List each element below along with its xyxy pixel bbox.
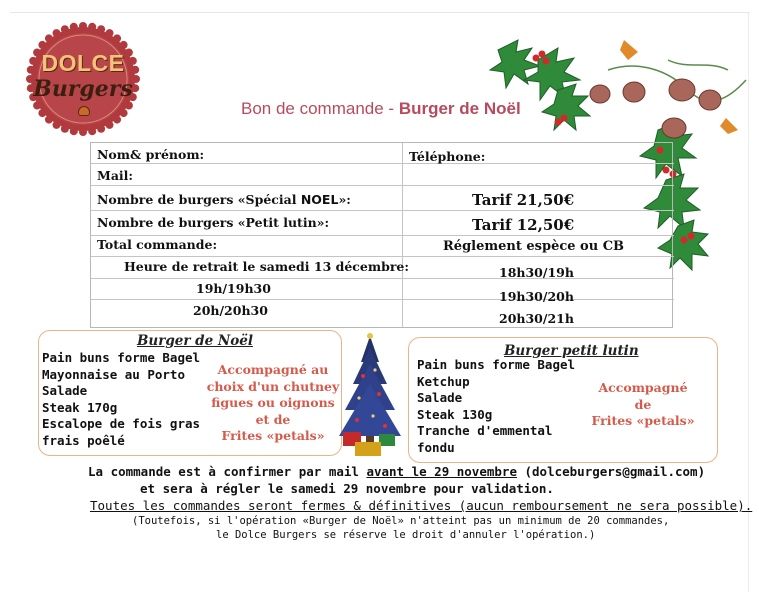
logo-edge-scallop xyxy=(70,23,78,31)
logo-edge-scallop xyxy=(53,121,61,129)
logo-edge-scallop xyxy=(38,109,46,117)
page-title: Bon de commande - Burger de Noël xyxy=(241,99,521,118)
pickup-slot: 19h/19h30 xyxy=(196,281,271,296)
logo-edge-scallop xyxy=(45,116,53,124)
confirmation-note: La commande est à confirmer par mail avant le 29 novembre (dolceburgers@gmail.com) xyxy=(88,464,706,479)
logo-edge-scallop xyxy=(120,109,128,117)
logo-edge-scallop xyxy=(79,128,87,136)
dolce-burgers-logo xyxy=(26,22,140,136)
logo-edge-scallop xyxy=(88,23,96,31)
logo-edge-scallop xyxy=(125,102,133,110)
logo-edge-scallop xyxy=(45,34,53,42)
payment-method: Réglement espèce ou CB xyxy=(443,239,625,254)
row-divider xyxy=(91,278,674,279)
burger-lutin-ingredients: Pain buns forme Bagel Ketchup Salade Steak 130g Tranche d'emmental fondu xyxy=(417,357,576,455)
scan-edge xyxy=(10,12,750,13)
logo-edge-scallop xyxy=(106,29,114,37)
logo-edge-scallop xyxy=(97,125,105,133)
christmas-tree-icon xyxy=(335,332,405,460)
payment-note: et sera à régler le samedi 29 novembre pour validation. xyxy=(140,481,554,496)
logo-edge-scallop xyxy=(33,102,41,110)
pickup-slot: 20h30/21h xyxy=(499,311,574,326)
logo-edge-scallop xyxy=(106,121,114,129)
burger-noel-sides: Accompagné au choix d'un chutney figues ou oignons et de Frites «petals» xyxy=(206,362,340,443)
burger-lutin-sides: Accompagné de Frites «petals» xyxy=(591,380,695,428)
special-noel-price: Tarif 21,50€ xyxy=(472,191,575,209)
burger-noel-title: Burger de Noël xyxy=(137,333,253,349)
row-divider xyxy=(91,256,674,257)
terms-note: Toutes les commandes seront fermes & définitives (aucun remboursement ne sera possible). xyxy=(90,498,753,513)
minimum-orders-note: (Toutefois, si l'opération «Burger de Noël» n'atteint pas un minimum de 20 commandes, xyxy=(132,515,670,527)
logo-edge-scallop xyxy=(38,41,46,49)
petit-lutin-quantity-label: Nombre de burgers «Petit lutin»: xyxy=(97,215,330,230)
cancellation-note: le Dolce Burgers se réserve le droit d'annuler l'opération.) xyxy=(216,529,596,541)
logo-edge-scallop xyxy=(113,34,121,42)
logo-subtitle: Burgers xyxy=(33,76,133,102)
logo-title: DOLCE xyxy=(41,50,125,76)
mail-field-label: Mail: xyxy=(97,168,134,183)
pickup-slot: 20h/20h30 xyxy=(193,303,268,318)
logo-edge-scallop xyxy=(79,22,87,30)
row-divider xyxy=(91,185,674,186)
logo-edge-scallop xyxy=(88,127,96,135)
special-noel-quantity-label: Nombre de burgers «Spécial NOEL»: xyxy=(97,192,351,207)
logo-edge-scallop xyxy=(97,25,105,33)
logo-edge-scallop xyxy=(61,25,69,33)
burger-noel-ingredients: Pain buns forme Bagel Mayonnaise au Porto Salade Steak 170g Escalope de fois gras frais poêlé xyxy=(42,350,201,448)
row-divider xyxy=(91,163,674,164)
row-divider xyxy=(91,299,674,300)
burger-lutin-title: Burger petit lutin xyxy=(504,343,639,359)
pickup-slot: 18h30/19h xyxy=(499,265,574,280)
logo-edge-scallop xyxy=(113,116,121,124)
logo-edge-scallop xyxy=(53,29,61,37)
phone-field-label: Téléphone: xyxy=(409,149,486,164)
name-field-label: Nom& prénom: xyxy=(97,147,205,162)
pickup-slot: 19h30/20h xyxy=(499,289,574,304)
row-divider xyxy=(91,210,674,211)
logo-edge-scallop xyxy=(120,41,128,49)
total-order-label: Total commande: xyxy=(97,237,218,252)
pickup-time-label: Heure de retrait le samedi 13 décembre: xyxy=(124,259,409,274)
row-divider xyxy=(91,235,674,236)
order-form-table xyxy=(90,142,673,328)
petit-lutin-price: Tarif 12,50€ xyxy=(472,216,575,234)
logo-edge-scallop xyxy=(70,127,78,135)
logo-edge-scallop xyxy=(61,125,69,133)
burger-icon xyxy=(78,106,90,116)
